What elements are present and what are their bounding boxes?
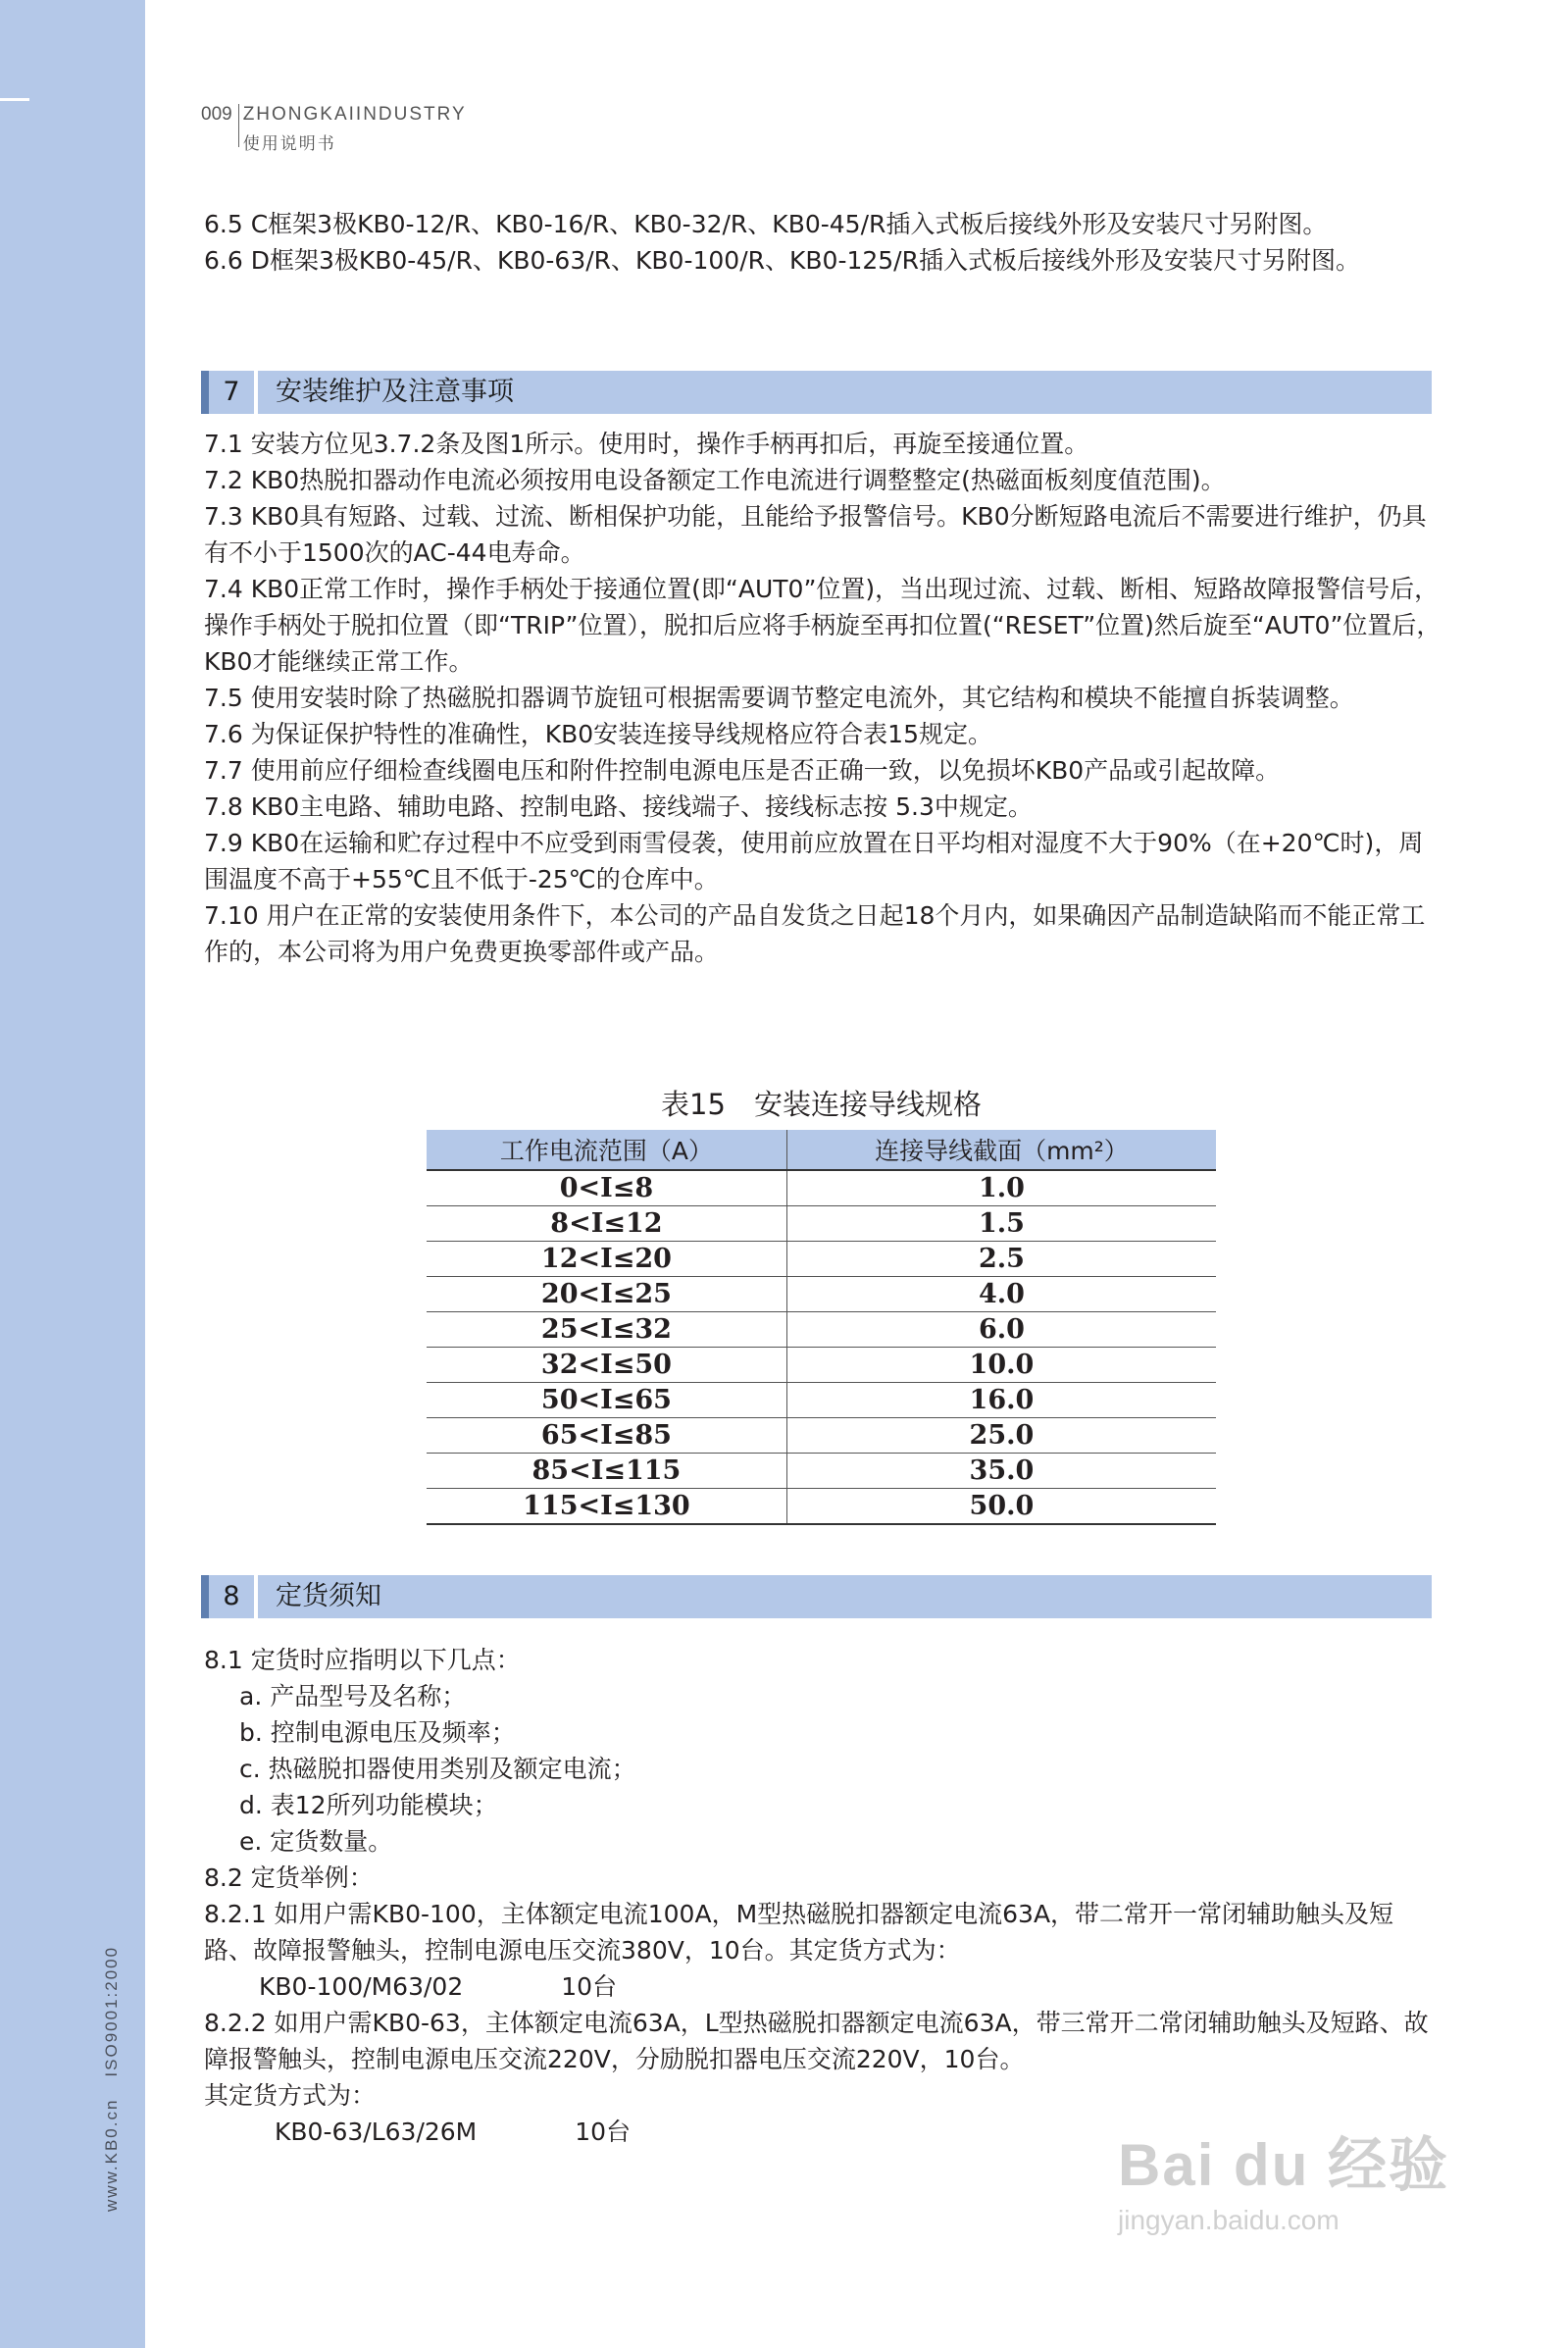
header-current-range: 工作电流范围（A） bbox=[427, 1130, 786, 1170]
current-range-cell: 25<I≤32 bbox=[427, 1312, 786, 1348]
section-7-title: 安装维护及注意事项 bbox=[276, 377, 514, 407]
item-7-2: 7.2 KB0热脱扣器动作电流必须按用电设备额定工作电流进行调整整定(热磁面板刻度值范围)。 bbox=[204, 466, 1226, 494]
example-1-qty: 10台 bbox=[561, 1972, 618, 2001]
section-8-header bbox=[201, 1575, 1432, 1618]
current-range-cell: 115<I≤130 bbox=[427, 1489, 786, 1525]
header-divider bbox=[238, 104, 239, 147]
item-8-2: 8.2 定货举例： bbox=[204, 1863, 374, 1892]
current-range-cell: 20<I≤25 bbox=[427, 1277, 786, 1312]
table-row bbox=[427, 1454, 1216, 1489]
intro-block bbox=[204, 206, 1442, 279]
table-15-caption: 表15 安装连接导线规格 bbox=[661, 1088, 982, 1121]
list-item: c. 热磁脱扣器使用类别及额定电流； bbox=[239, 1755, 636, 1783]
item-7-10: 7.10 用户在正常的安装使用条件下，本公司的产品自发货之日起18个月内，如果确因产品制造缺陷而不能正常工作的，本公司将为用户免费更换零部件或产品。 bbox=[204, 901, 1426, 966]
item-8-1: 8.1 定货时应指明以下几点： bbox=[204, 1646, 521, 1674]
table-row bbox=[427, 1312, 1216, 1348]
example-2-qty: 10台 bbox=[575, 2118, 632, 2146]
baidu-watermark bbox=[1118, 2118, 1491, 2256]
watermark-url: jingyan.baidu.com bbox=[1118, 2205, 1340, 2235]
table-row bbox=[427, 1348, 1216, 1383]
section-7-header bbox=[201, 371, 1432, 414]
item-7-8: 7.8 KB0主电路、辅助电路、控制电路、接线端子、接线标志按 5.3中规定。 bbox=[204, 792, 1033, 821]
current-range-cell: 85<I≤115 bbox=[427, 1454, 786, 1489]
table-row bbox=[427, 1206, 1216, 1242]
page-number: 009 bbox=[201, 104, 232, 125]
para-6-5: 6.5 C框架3极KB0-12/R、KB0-16/R、KB0-32/R、KB0-45/R插入式板后接线外形及安装尺寸另附图。 bbox=[204, 210, 1328, 238]
list-item: d. 表12所列功能模块； bbox=[239, 1791, 498, 1819]
table-header-row bbox=[427, 1130, 1216, 1170]
wire-section-cell: 25.0 bbox=[786, 1418, 1216, 1454]
side-tick bbox=[0, 98, 29, 101]
side-site: www.KB0.cn bbox=[102, 2098, 121, 2212]
list-item: b. 控制电源电压及频率； bbox=[239, 1718, 516, 1747]
current-range-cell: 32<I≤50 bbox=[427, 1348, 786, 1383]
section-divider bbox=[254, 1575, 258, 1618]
section-7-number: 7 bbox=[223, 377, 240, 407]
item-8-2-2: 8.2.2 如用户需KB0-63，主体额定电流63A，L型热磁脱扣器额定电流63A，带三常开二常闭辅助触头及短路、故障报警触头，控制电源电压交流220V，分励脱扣器电压交流220V，10台。 bbox=[204, 2009, 1429, 2073]
wire-section-cell: 1.0 bbox=[786, 1170, 1216, 1206]
wire-section-cell: 50.0 bbox=[786, 1489, 1216, 1525]
table-row bbox=[427, 1242, 1216, 1277]
item-8-2-1: 8.2.1 如用户需KB0-100，主体额定电流100A，M型热磁脱扣器额定电流63A，带二常开一常闭辅助触头及短路、故障报警触头，控制电源电压交流380V，10台。其定货方式为： bbox=[204, 1900, 1394, 1965]
section-8-number: 8 bbox=[223, 1581, 240, 1611]
table-row bbox=[427, 1383, 1216, 1418]
item-7-3: 7.3 KB0具有短路、过载、过流、断相保护功能，且能给予报警信号。KB0分断短路电流后不需要进行维护，仍具有不小于1500次的AC-44电寿命。 bbox=[204, 502, 1427, 567]
current-range-cell: 50<I≤65 bbox=[427, 1383, 786, 1418]
list-item: e. 定货数量。 bbox=[239, 1827, 393, 1856]
item-7-7: 7.7 使用前应仔细检查线圈电压和附件控制电源电压是否正确一致，以免损坏KB0产品或引起故障。 bbox=[204, 756, 1281, 785]
item-7-6: 7.6 为保证保护特性的准确性，KB0安装连接导线规格应符合表15规定。 bbox=[204, 720, 992, 748]
current-range-cell: 12<I≤20 bbox=[427, 1242, 786, 1277]
list-item: a. 产品型号及名称； bbox=[239, 1682, 467, 1710]
item-7-1: 7.1 安装方位见3.7.2条及图1所示。使用时，操作手柄再扣后，再旋至接通位置。 bbox=[204, 430, 1089, 458]
para-6-6: 6.6 D框架3极KB0-45/R、KB0-63/R、KB0-100/R、KB0-125/R插入式板后接线外形及安装尺寸另附图。 bbox=[204, 246, 1360, 275]
current-range-cell: 65<I≤85 bbox=[427, 1418, 786, 1454]
item-7-9: 7.9 KB0在运输和贮存过程中不应受到雨雪侵袭，使用前应放置在日平均相对湿度不大于90%（在+20℃时)，周围温度不高于+55℃且不低于-25℃的仓库中。 bbox=[204, 829, 1424, 893]
wire-section-cell: 35.0 bbox=[786, 1454, 1216, 1489]
wire-section-cell: 16.0 bbox=[786, 1383, 1216, 1418]
item-7-5: 7.5 使用安装时除了热磁脱扣器调节旋钮可根据需要调节整定电流外，其它结构和模块不能擅自拆装调整。 bbox=[204, 684, 1354, 712]
table-row bbox=[427, 1418, 1216, 1454]
wire-section-cell: 4.0 bbox=[786, 1277, 1216, 1312]
section-8-body bbox=[204, 1642, 1442, 2150]
item-8-2-2-note: 其定货方式为： bbox=[204, 2081, 377, 2110]
side-strip bbox=[0, 0, 145, 2348]
table-row bbox=[427, 1489, 1216, 1525]
table-15 bbox=[427, 1130, 1216, 1525]
page-header bbox=[201, 104, 467, 154]
current-range-cell: 8<I≤12 bbox=[427, 1206, 786, 1242]
item-7-4: 7.4 KB0正常工作时，操作手柄处于接通位置(即“AUT0”位置)，当出现过流、过载、断相、短路故障报警信号后，操作手柄处于脱扣位置（即“TRIP”位置），脱扣后应将手柄旋至再扣位置(“RESET”位置)然后旋至“AUT0”位置后，KB0才能继续正常工作。 bbox=[204, 575, 1442, 676]
example-1 bbox=[204, 1968, 1442, 2005]
side-vertical-text bbox=[102, 1924, 122, 2212]
example-1-code: KB0-100/M63/02 bbox=[259, 1972, 464, 2001]
wire-section-cell: 10.0 bbox=[786, 1348, 1216, 1383]
manual-subtitle: 使用说明书 bbox=[242, 134, 336, 153]
wire-section-cell: 1.5 bbox=[786, 1206, 1216, 1242]
wire-section-cell: 2.5 bbox=[786, 1242, 1216, 1277]
watermark-logo: Bai du 经验 bbox=[1118, 2132, 1450, 2198]
table-row bbox=[427, 1277, 1216, 1312]
current-range-cell: 0<I≤8 bbox=[427, 1170, 786, 1206]
wire-section-cell: 6.0 bbox=[786, 1312, 1216, 1348]
section-7-body bbox=[204, 426, 1442, 970]
table-row bbox=[427, 1170, 1216, 1206]
section-8-title: 定货须知 bbox=[276, 1581, 381, 1611]
brand-name: ZHONGKAIINDUSTRY bbox=[242, 104, 467, 125]
section-divider bbox=[254, 371, 258, 414]
side-iso: ISO9001:2000 bbox=[102, 1945, 121, 2077]
example-2-code: KB0-63/L63/26M bbox=[275, 2118, 478, 2146]
header-wire-section: 连接导线截面（mm²） bbox=[786, 1130, 1216, 1170]
